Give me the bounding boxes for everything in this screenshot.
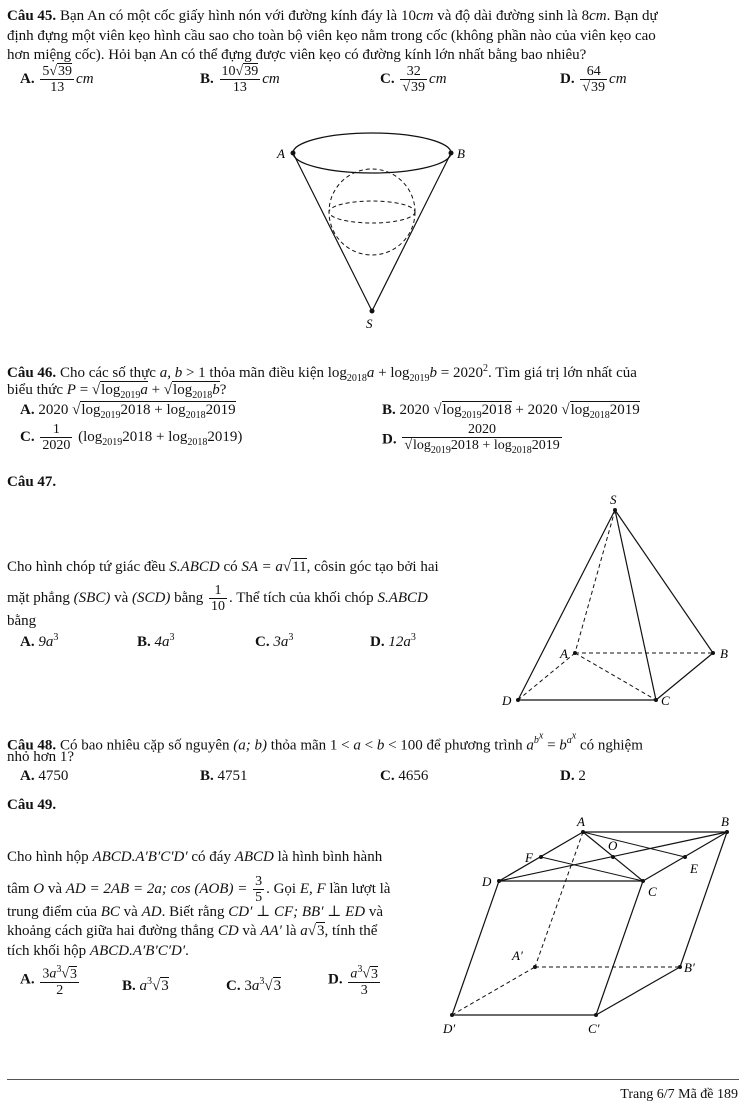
q46-option-d[interactable]: D. $\frac{2020}{√\log_{2019}2018 + \log_{2018}2019}$ — [382, 422, 560, 456]
svg-text:C: C — [648, 884, 657, 899]
q48-option-a[interactable]: A. 4750 — [20, 768, 69, 784]
q48-line1: Câu 48. Có bao nhiêu cặp số nguyên (a; b) thỏa mãn 1 < a < b < 100 để phương trình $a^{b^x} = b^{a^x}$ có nghiệm — [7, 731, 643, 754]
pyr-label-c: C — [661, 693, 670, 708]
svg-text:A: A — [577, 814, 585, 829]
q46-line1: Câu 46. Cho các số thực a, b > 1 thỏa mãn điều kiện $\log_{2018}a + \log_{2019}b = 2020^2$. Tìm giá trị lớn nhất của — [7, 363, 637, 384]
svg-text:B: B — [721, 814, 729, 829]
q48-option-b[interactable]: B. 4751 — [200, 768, 248, 784]
q47-option-d[interactable]: D. $12a^3$ — [370, 632, 416, 650]
cone-label-b: B — [457, 146, 465, 161]
q45-line2: định đựng một viên kẹo hình cầu sao cho toàn bộ viên kẹo nằm trong cốc (không phần nào của viên kẹo cao — [7, 28, 656, 44]
q45-label: Câu 45. — [7, 8, 57, 24]
page-footer: Trang 6/7 Mã đề 189 — [620, 1087, 738, 1102]
q49-option-d[interactable]: D. $\frac{a^3√3}{3}$ — [328, 964, 379, 998]
q49-option-a[interactable]: A. $\frac{3a^3√3}{2}$ — [20, 964, 78, 998]
pyr-label-s: S — [610, 492, 617, 507]
q49-line1: Cho hình hộp ABCD.A′B′C′D′ có đáy ABCD là hình bình hành — [7, 849, 383, 865]
q45-line3: hơn miệng cốc). Hỏi bạn An có thể đựng được viên kẹo có đường kính lớn nhất bằng bao nhiêu? — [7, 47, 587, 63]
pyr-label-b: B — [720, 646, 728, 661]
q45-option-b[interactable]: B. $\frac{10√39}{13}$ cm — [200, 64, 280, 95]
svg-text:C′: C′ — [588, 1021, 600, 1036]
q45-option-d[interactable]: D. $\frac{64}{√39}$ cm — [560, 64, 627, 95]
footer-rule — [7, 1079, 739, 1080]
q45-option-a[interactable]: A. $\frac{5√39}{13}$ cm — [20, 64, 94, 95]
q47-label: Câu 47. — [7, 474, 57, 490]
svg-text:E: E — [690, 861, 698, 876]
q46-option-a[interactable]: A. 2020 $√\log_{2019}2018 + \log_{2018}2019$ — [20, 402, 236, 421]
q48-option-d[interactable]: D. 2 — [560, 768, 586, 784]
q47-line2: mặt phẳng (SBC) và (SCD) bằng $\frac{1}{10}$ . Thể tích của khối chóp S.ABCD — [7, 583, 428, 614]
svg-text:B′: B′ — [684, 960, 695, 975]
q49-label: Câu 49. — [7, 797, 57, 813]
q47-line1: Cho hình chóp tứ giác đều S.ABCD có SA = a√11, côsin góc tạo bởi hai — [7, 559, 439, 575]
svg-text:F: F — [525, 850, 533, 865]
q47-option-a[interactable]: A. $9a^3$ — [20, 632, 59, 650]
q49-line3: trung điểm của BC và AD. Biết rằng CD′ ⊥ CF; BB′ ⊥ ED và — [7, 904, 384, 920]
q46-option-c[interactable]: C. $\frac{1}{2020}$ $(\log_{2019}2018 + \log_{2018}2019)$ — [20, 422, 243, 453]
q45-option-c[interactable]: C. $\frac{32}{√39}$ cm — [380, 64, 447, 95]
q47-option-b[interactable]: B. $4a^3$ — [137, 632, 175, 650]
pyr-label-d: D — [502, 693, 512, 708]
cone-label-s: S — [366, 316, 373, 331]
q46-option-b[interactable]: B. 2020 $√\log_{2019}2018 + 2020$ $√\log_{2018}2019$ — [382, 402, 640, 421]
q46-label: Câu 46. — [7, 365, 57, 381]
q49-option-c[interactable]: C. $3a^3√3$ — [226, 976, 282, 994]
q48-option-c[interactable]: C. 4656 — [380, 768, 429, 784]
q49-line5: tích khối hộp ABCD.A′B′C′D′. — [7, 943, 189, 959]
svg-text:D: D — [482, 874, 492, 889]
q47-line3: bằng — [7, 613, 37, 629]
q48-label: Câu 48. — [7, 737, 57, 754]
svg-text:O: O — [608, 838, 618, 853]
pyr-label-a: A — [560, 646, 568, 661]
svg-text:A′: A′ — [512, 948, 523, 963]
q47-option-c[interactable]: C. $3a^3$ — [255, 632, 294, 650]
q46-line2: biểu thức $P = √\log_{2019}a + √\log_{2018}b$? — [7, 382, 227, 401]
q49-option-b[interactable]: B. $a^3√3$ — [122, 976, 169, 994]
cone-label-a: A — [277, 146, 285, 161]
q49-line4: khoảng cách giữa hai đường thẳng CD và AA′ là a√3, tính thể — [7, 923, 378, 939]
q45-line1: Câu 45. Bạn An có một cốc giấy hình nón với đường kính đáy là 10cm và độ dài đường sinh là 8cm. Bạn dự — [7, 8, 658, 24]
q49-line2: tâm O và AD = 2AB = 2a; cos (AOB) = $\frac{3}{5}$ . Gọi E, F lần lượt là — [7, 874, 391, 905]
svg-text:D′: D′ — [443, 1021, 456, 1036]
q48-line2: nhỏ hơn 1? — [7, 749, 75, 765]
